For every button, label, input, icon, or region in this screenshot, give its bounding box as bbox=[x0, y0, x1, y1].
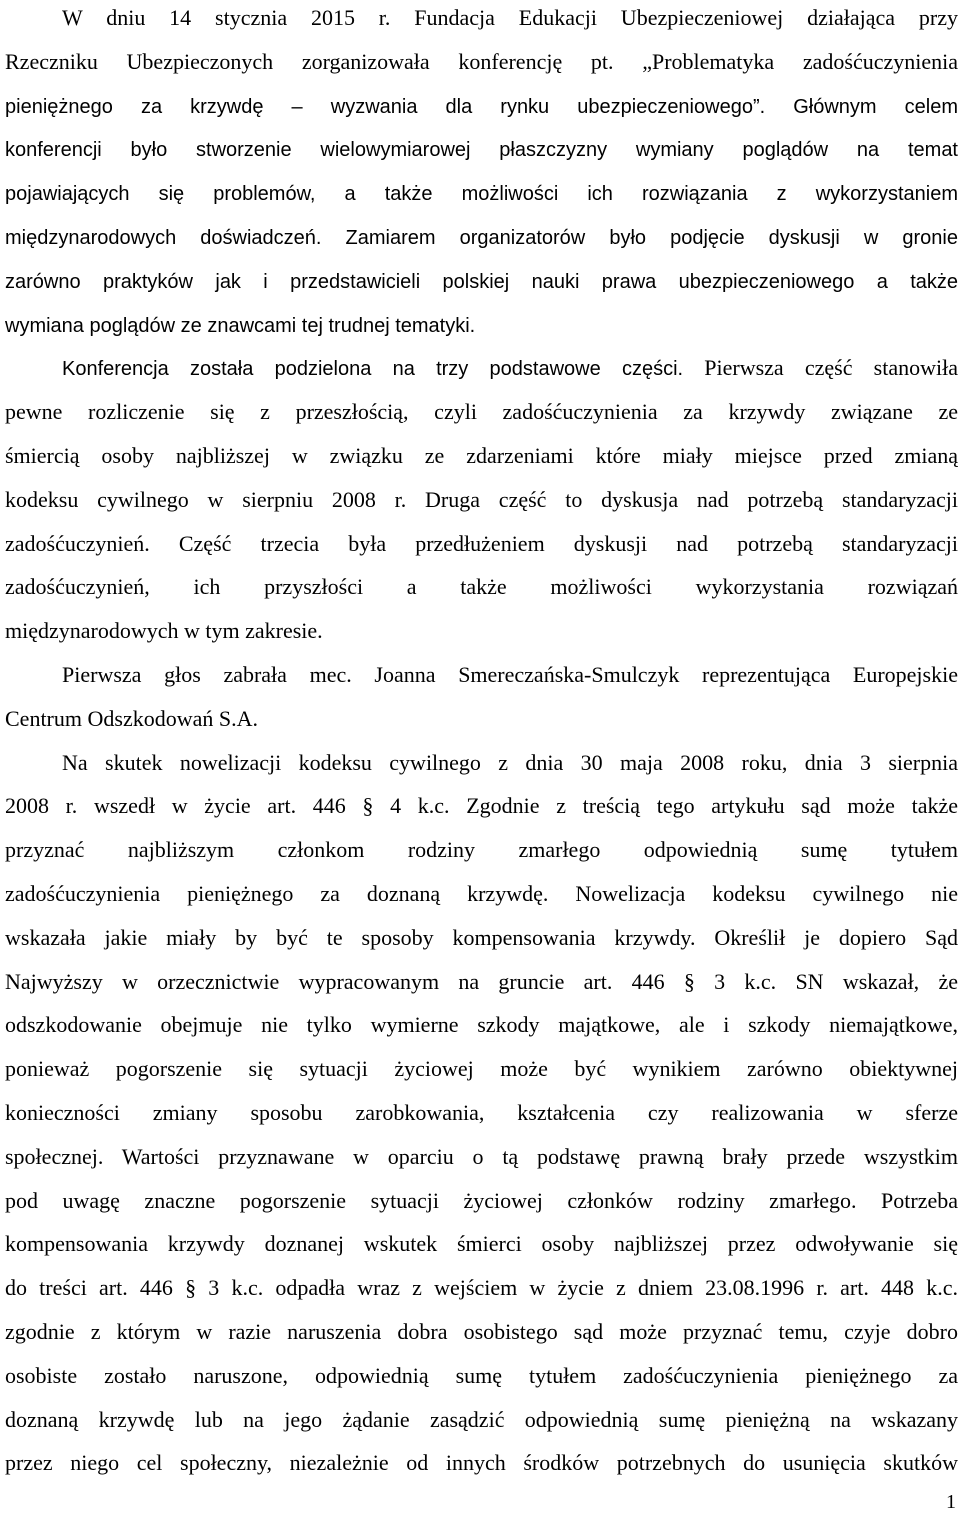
line-text: przyznać najbliższym członkom rodziny zmarłego odpowiednią sumę tytułem bbox=[5, 837, 958, 863]
line-text: zarówno praktyków jak i przedstawicieli polskiej nauki prawa ubezpieczeniowego a także bbox=[5, 270, 958, 293]
text-line bbox=[5, 1222, 958, 1266]
line-text: śmiercią osoby najbliższej w związku ze zdarzeniami które miały miejsce przed zmianą bbox=[5, 442, 958, 468]
text-line bbox=[5, 609, 958, 653]
text-line bbox=[5, 303, 958, 347]
text-line bbox=[5, 872, 958, 916]
line-text: ponieważ pogorszenie się sytuacji życiowej może być wynikiem zarówno obiektywnej bbox=[5, 1056, 958, 1082]
line-text: kodeksu cywilnego w sierpniu 2008 r. Druga część to dyskusja nad potrzebą standaryzacji bbox=[5, 486, 958, 512]
line-text: pod uwagę znaczne pogorszenie sytuacji życiowej członków rodziny zmarłego. Potrzeba bbox=[5, 1187, 958, 1213]
paragraph bbox=[5, 346, 958, 653]
line-text: zadośćuczynień, ich przyszłości a także możliwości wykorzystania rozwiązań bbox=[5, 574, 958, 600]
text-line bbox=[5, 171, 958, 215]
text-line bbox=[5, 1398, 958, 1442]
text-line bbox=[5, 916, 958, 960]
line-text: Konferencja została podzielona na trzy podstawowe części. bbox=[62, 358, 684, 381]
line-text: konieczności zmiany sposobu zarobkowania, kształcenia czy realizowania w sferze bbox=[5, 1099, 958, 1125]
text-line bbox=[5, 697, 958, 741]
line-text: konferencji było stworzenie wielowymiarowej płaszczyzny wymiany poglądów na temat bbox=[5, 139, 958, 162]
line-text: 2008 r. wszedł w życie art. 446 § 4 k.c. Zgodnie z treścią tego artykułu sąd może także bbox=[5, 793, 958, 819]
line-text: osobiste zostało naruszone, odpowiednią sumę tytułem zadośćuczynienia pieniężnego za bbox=[5, 1362, 958, 1388]
text-line bbox=[5, 1266, 958, 1310]
text-line bbox=[5, 434, 958, 478]
text-line bbox=[5, 1441, 958, 1485]
text-line bbox=[5, 259, 958, 303]
line-text: społecznej. Wartości przyznawane w oparciu o tą podstawę prawną brały przede wszystkim bbox=[5, 1143, 958, 1169]
line-text: Pierwsza część stanowiła bbox=[704, 355, 958, 381]
paragraph bbox=[5, 0, 958, 346]
text-line bbox=[5, 84, 958, 128]
line-text: międzynarodowych w tym zakresie. bbox=[5, 618, 323, 644]
line-text: pewne rozliczenie się z przeszłością, czyli zadośćuczynienia za krzywdy związane ze bbox=[5, 399, 958, 425]
line-text: W dniu 14 stycznia 2015 r. Fundacja Edukacji Ubezpieczeniowej działająca przy bbox=[62, 5, 958, 30]
line-text: Najwyższy w orzecznictwie wypracowanym na gruncie art. 446 § 3 k.c. SN wskazał, że bbox=[5, 968, 958, 994]
page-number: 1 bbox=[946, 1491, 956, 1513]
text-line bbox=[5, 784, 958, 828]
line-text: Rzeczniku Ubezpieczonych zorganizowała konferencję pt. „Problematyka zadośćuczynienia bbox=[5, 48, 958, 74]
line-text: przez niego cel społeczny, niezależnie od innych środków potrzebnych do usunięcia skutków bbox=[5, 1450, 958, 1476]
paragraph bbox=[5, 741, 958, 1486]
text-line bbox=[5, 1091, 958, 1135]
text-line bbox=[5, 127, 958, 171]
line-text: pojawiających się problemów, a także możliwości ich rozwiązania z wykorzystaniem bbox=[5, 183, 958, 206]
text-line bbox=[5, 522, 958, 566]
line-text: zgodnie z którym w razie naruszenia dobra osobistego sąd może przyznać temu, czyje dobro bbox=[5, 1318, 958, 1344]
paragraph bbox=[5, 653, 958, 741]
line-text: międzynarodowych doświadczeń. Zamiarem organizatorów było podjęcie dyskusji w gronie bbox=[5, 226, 958, 249]
line-text: wskazała jakie miały by być te sposoby kompensowania krzywdy. Określił je dopiero Sąd bbox=[5, 924, 958, 950]
line-text: kompensowania krzywdy doznanej wskutek śmierci osoby najbliższej przez odwoływanie się bbox=[5, 1231, 958, 1257]
text-line bbox=[5, 346, 958, 390]
text-line bbox=[5, 215, 958, 259]
line-text: zadośćuczynienia pieniężnego za doznaną krzywdę. Nowelizacja kodeksu cywilnego nie bbox=[5, 880, 958, 906]
text-line bbox=[5, 828, 958, 872]
text-line bbox=[5, 565, 958, 609]
line-text: odszkodowanie obejmuje nie tylko wymierne szkody majątkowe, ale i szkody niemajątkowe, bbox=[5, 1012, 958, 1038]
line-text: do treści art. 446 § 3 k.c. odpadła wraz z wejściem w życie z dniem 23.08.1996 r. art. 448 k.c. bbox=[5, 1275, 958, 1301]
line-text: doznaną krzywdę lub na jego żądanie zasądzić odpowiednią sumę pieniężną na wskazany bbox=[5, 1406, 958, 1432]
text-line bbox=[5, 1003, 958, 1047]
text-line bbox=[5, 40, 958, 84]
document-page bbox=[5, 0, 958, 1485]
text-line bbox=[5, 1179, 958, 1223]
line-text: Na skutek nowelizacji kodeksu cywilnego z dnia 30 maja 2008 roku, dnia 3 sierpnia bbox=[62, 749, 958, 775]
line-text: pieniężnego za krzywdę – wyzwania dla rynku ubezpieczeniowego”. Głównym celem bbox=[5, 95, 958, 118]
text-line bbox=[5, 0, 958, 40]
line-text: wymiana poglądów ze znawcami tej trudnej tematyki. bbox=[5, 314, 476, 337]
line-text: Centrum Odszkodowań S.A. bbox=[5, 705, 258, 731]
text-line bbox=[5, 1047, 958, 1091]
text-line bbox=[5, 960, 958, 1004]
text-line bbox=[5, 1310, 958, 1354]
text-line bbox=[5, 478, 958, 522]
line-text: zadośćuczynień. Część trzecia była przedłużeniem dyskusji nad potrzebą standaryzacji bbox=[5, 530, 958, 556]
text-line bbox=[5, 1354, 958, 1398]
text-line bbox=[5, 1135, 958, 1179]
text-line bbox=[5, 390, 958, 434]
text-line bbox=[5, 741, 958, 785]
text-line bbox=[5, 653, 958, 697]
line-text: Pierwsza głos zabrała mec. Joanna Smereczańska-Smulczyk reprezentująca Europejskie bbox=[62, 661, 958, 687]
